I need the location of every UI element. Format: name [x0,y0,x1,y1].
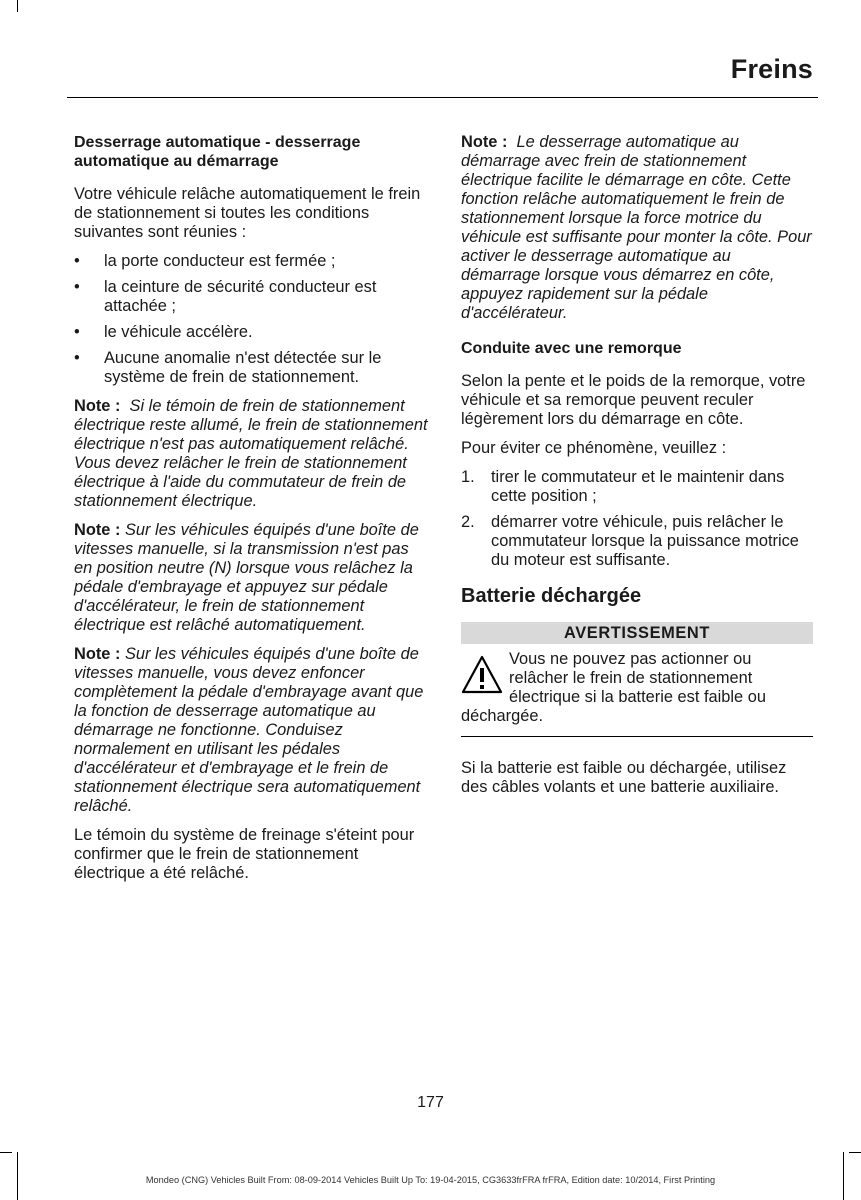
warning-rule [461,736,813,737]
battery-paragraph: Si la batterie est faible ou déchargée, utilisez des câbles volants et une batterie auxiliaire. [461,759,787,796]
subheading-trailer: Conduite avec une remorque [461,340,682,357]
list-item: • la ceinture de sécurité conducteur est attachée ; [74,278,377,315]
subheading-auto-release: Desserrage automatique - desserrage automatique au démarrage [74,134,361,170]
warning-text: Vous ne pouvez pas actionner ou relâcher le frein de stationnement électrique si la batterie est faible ou déchargée. [461,650,766,725]
crop-mark [17,0,18,12]
footer-line: Mondeo (CNG) Vehicles Built From: 08-09-2014 Vehicles Built Up To: 19-04-2015, CG3633frFRA frFRA, Edition date: 10/2014, First Printing [145,1175,716,1185]
section-heading-battery: Batterie déchargée [461,585,642,607]
list-item: 2. démarrer votre véhicule, puis relâcher le commutateur lorsque la puissance motrice du moteur est suffisante. [461,513,799,569]
list-item: • Aucune anomalie n'est détectée sur le système de frein de stationnement. [74,349,382,386]
list-item: • la porte conducteur est fermée ; [74,252,336,270]
right-column [461,133,813,807]
crop-mark [0,1152,12,1153]
note: Note : Si le témoin de frein de stationnement électrique reste allumé, le frein de stationnement électrique n'est pas automatiquement relâché. Vous devez relâcher le frein de stationnement électrique à l'aide du commutateur de frein de stationnement électrique. [74,397,428,510]
note: Note : Sur les véhicules équipés d'une boîte de vitesses manuelle, si la transmission n'est pas en position neutre (N) lorsque vous relâchez la pédale d'embrayage et appuyez sur pédale d'accélérateur, le frein de stationnement électrique est relâché automatiquement. [74,521,419,634]
list-item: 1. tirer le commutateur et le maintenir dans cette position ; [461,468,785,505]
intro-paragraph: Votre véhicule relâche automatiquement le frein de stationnement si toutes les conditions suivantes sont réunies : [74,185,421,241]
warning-banner: AVERTISSEMENT [461,622,813,644]
conditions-list [74,252,430,387]
page-title: Freins [730,54,813,84]
left-column [74,133,430,893]
warning-box [461,650,813,732]
closing-paragraph: Le témoin du système de freinage s'éteint pour confirmer que le frein de stationnement électrique a été relâché. [74,826,415,882]
list-item: • le véhicule accélère. [74,323,253,341]
title-rule [67,97,818,98]
crop-mark [849,1152,861,1153]
warning-triangle-icon [461,654,503,696]
trailer-instruction: Pour éviter ce phénomène, veuillez : [461,439,727,457]
steps-list [461,468,813,570]
page-number: 177 [417,1094,444,1111]
note: Note : Le desserrage automatique au démarrage avec frein de stationnement électrique facilite le démarrage en côte. Cette fonction relâche automatiquement le frein de stationnement lorsque la force motrice du véhicule est suffisante pour monter la côte. Pour activer le desserrage automatique au démarrage lorsque vous démarrez en côte, appuyez rapidement sur la pédale d'accélérateur. [461,133,812,322]
note: Note : Sur les véhicules équipés d'une boîte de vitesses manuelle, vous devez enfoncer complètement la pédale d'embrayage avant que la fonction de desserrage automatique au démarrage ne fonctionne. Conduisez normalement en utilisant les pédales d'accélérateur et d'embrayage et le frein de stationnement électrique sera automatiquement relâché. [74,645,424,815]
trailer-paragraph: Selon la pente et le poids de la remorque, votre véhicule et sa remorque peuvent reculer légèrement lors du démarrage en côte. [461,372,806,428]
